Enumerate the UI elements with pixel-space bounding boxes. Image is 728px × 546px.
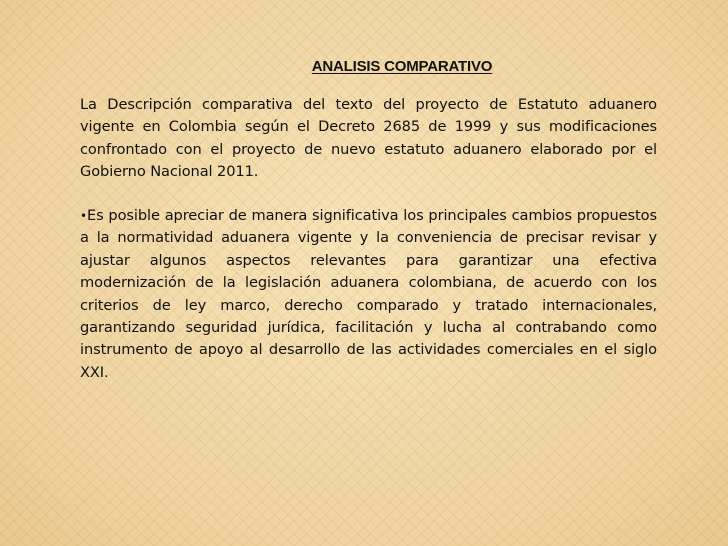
bullet-text: Es posible apreciar de manera significativa los principales cambios propuestos a la normatividad aduanera vigente y la conveniencia de precisar revisar y ajustar algunos aspectos relevantes para garantizar una efectiva modernización de la legislación aduanera colombiana, de acuerdo con los criterios de ley marco, derecho comparado y tratado internacionales, garantizando seguridad jurídica, facilitación y lucha al contrabando como instrumento de apoyo al desarrollo de las actividades comerciales en el siglo XXI. [80, 207, 657, 381]
intro-paragraph: La Descripción comparativa del texto del proyecto de Estatuto aduanero vigente en Colombia según el Decreto 2685 de 1999 y sus modificaciones confrontado con el proyecto de nuevo estatuto aduanero elaborado por el Gobierno Nacional 2011. [80, 96, 657, 181]
bullet-icon: • [80, 209, 87, 223]
slide-title: ANALISIS COMPARATIVO [311, 58, 493, 75]
bullet-paragraph [80, 205, 657, 384]
